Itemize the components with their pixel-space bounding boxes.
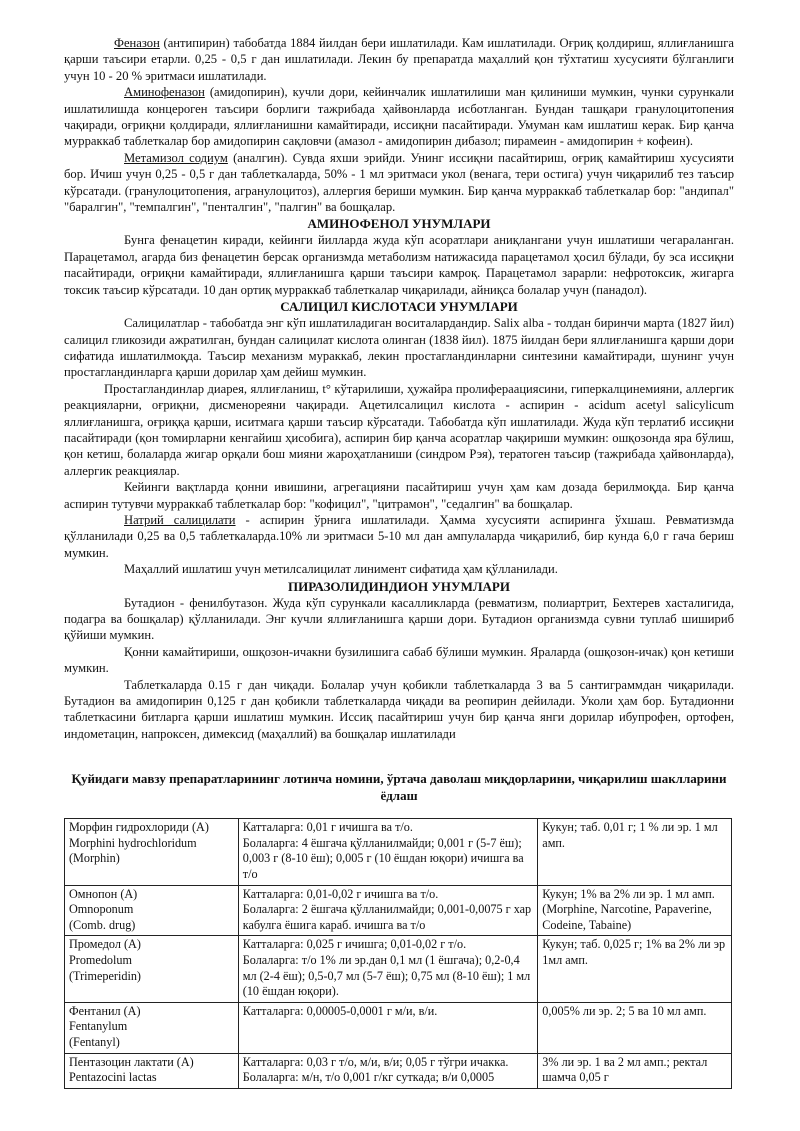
cell-line: Pentazocini lactas <box>69 1070 157 1085</box>
paragraph-text: - аспирин ўрнига ишлатилади. Ҳамма хусусияти аспиринга ўхшаш. Ревматизмда қўлланилади 0,25 ва 0,5 таблеткаларда.10% ли эритмаси 5-10 мл дан ампулаларда чиқарилиб, бир кунда 6,0 г гача бериш мумкин. <box>64 512 734 560</box>
table-caption: Қуйидаги мавзу препаратларининг лотинча номини, ўртача даволаш миқдорларини, чиқарилиш шаклларини ёдлаш <box>71 771 727 804</box>
cell-line: Промедол (А) <box>69 937 141 952</box>
drug-name-cell <box>65 1053 239 1088</box>
drug-form-cell <box>538 1002 732 1053</box>
cell-line: (Trimeperidin) <box>69 968 141 983</box>
drug-dose-cell <box>238 1002 538 1053</box>
drug-dose-cell <box>238 1053 538 1088</box>
table-row <box>65 1053 732 1088</box>
cell-line: Promedolum <box>69 953 132 967</box>
term-sodium-salicylate: Натрий салицилати <box>124 512 236 527</box>
term-phenazone: Феназон <box>114 36 160 50</box>
cell-line: Катталарга: 0,01-0,02 г ичишга ва т/о. <box>242 886 439 901</box>
cell-line: Кукун; 1% ва 2% ли эр. 1 мл амп. (Morphine, Narcotine, Papaverine, Codeine, Tabaine) <box>542 886 715 932</box>
paragraph-salicylates: Салицилатлар - табобатда энг кўп ишлатиладиган воситалардандир. Salix alba - толдан биринчи марта (1827 йил) салицил гликозиди ажратилган, бундан салицилат кислота олинган (1838 йил). 1875 йилдан бери яллиғланишга қарши дори сифатида ишлатилмоқда. Таъсир механизм мураккаб, лекин простагландинларни синтезини камайтиради, шунинг учун простагландинларга қарши дорилар ҳам дейиш мумкин. <box>64 316 734 380</box>
heading-pyrazolidinedione: ПИРАЗОЛИДИНДИОН УНУМЛАРИ <box>288 578 510 594</box>
paragraph-aminophenazone <box>64 84 734 150</box>
paragraph-prostaglandins: Простагландинлар диарея, яллиғланиш, t° кўтарилиши, ҳужайра пролифераациясини, гиперкалцинемияни, аллергик реакцияларни, оғриқни, дисменореяни чақиради. Ацетилсалицил кислота - аспирин - acidum acetyl salicylicum яллиғланишга, оғриққа қарши, иситмага қарши таъсир кўрсатади. Табобатда кўп ишлатилади. Жуда кўп терлатиб иссиқни пасайтиради (қон томирларни кенгайиш ҳисобига), аспирин бир қанча асоратлар чақириши мумкин: ошқозонда яра бўлиш, қон кетиш, болаларда жигар орқали бош мияни жароҳатланиши (синдром Рэя), тератоген таъсир (тажрибада ҳайвонларда), аллергик реакциялар. <box>64 381 734 478</box>
cell-line: Кукун; таб. 0,025 г; 1% ва 2% ли эр 1мл амп. <box>542 937 726 967</box>
cell-line: (Fentanyl) <box>69 1034 120 1049</box>
drug-form-cell <box>538 936 732 1002</box>
paragraph-text: (аналгин). Сувда яхши эрийди. Унинг иссиқни пасайтириш, оғриқ камайтириш хусусияти бор. Ичиш учун 0,25 - 0,5 г дан таблеткаларда, 50% - 1 мл эритмаси укол (венага, тери остига) учун чиқарилиб тез таъсир кўрсатади. (гранулоцитопения, агранулоцитоз), аллергия бериши мумкин. Бир қанча мурраккаб таблеткалар бор: "андипал" "баралгин", "темпалгин", "пенталгин", "палгин" ва бошқалар. <box>64 150 734 215</box>
drug-name-cell <box>65 885 239 936</box>
paragraph-side-effects: Қонни камайтириши, ошқозон-ичакни бузилишига сабаб бўлиши мумкин. Яраларда (ошқозон-ичак) қон кетиши мумкин. <box>64 644 734 676</box>
heading-aminophenol: АМИНОФЕНОЛ УНУМЛАРИ <box>307 216 491 232</box>
heading-salicylic: САЛИЦИЛ КИСЛОТАСИ УНУМЛАРИ <box>280 299 518 315</box>
cell-line: Fentanylum <box>69 1019 128 1034</box>
paragraph-butadione: Бутадион - фенилбутазон. Жуда кўп сурункали касалликларда (ревматизм, полиартрит, Бехтерев хасталигида, подагра ва бошқалар) қўлланилади. Энг кучли яллиғланишга қарши дори. Бутадион организмда сувни туплаб шишириб қўйиши мумкин. <box>64 595 734 643</box>
cell-line: 3% ли эр. 1 ва 2 мл амп.; ректал шамча 0,05 г <box>542 1054 708 1085</box>
cell-line: Катталарга: 0,03 г т/о, м/и, в/и; 0,05 г тўгри ичакка. <box>242 1054 509 1069</box>
cell-line: Morphini hydrochloridum <box>69 835 197 850</box>
cell-line: Болаларга: м/н, т/о 0,001 г/кг суткада; в/и 0,0005 <box>242 1070 495 1085</box>
cell-line: Болаларга: 4 ёшгача қўлланилмайди; 0,001 г (5-7 ёш); 0,003 г (8-10 ёш); 0,005 г (10 ёшдан юқори) ичишга ва т/о <box>242 835 524 882</box>
term-aminophenazone: Аминофеназон <box>124 85 205 100</box>
drug-table <box>64 818 732 1089</box>
paragraph-metamizole <box>64 150 734 216</box>
cell-line: (Morphin) <box>69 851 120 866</box>
cell-line: Фентанил (А) <box>69 1003 141 1018</box>
paragraph-aspirin-low-dose: Кейинги вақтларда қонни ивишини, агрегацияни пасайтириш учун ҳам кам дозада берилмоқда. Бир қанча аспирин тутувчи мурраккаб таблеткалар бор: "кофицил", "цитрамон", "седалгин" ва бошқалар. <box>64 480 734 511</box>
paragraph-methylsalicylate: Маҳаллий ишлатиш учун метилсалицилат линимент сифатида ҳам қўлланилади. <box>124 562 558 577</box>
drug-name-cell <box>65 819 239 885</box>
cell-line: Морфин гидрохлориди (А) <box>69 820 209 835</box>
cell-line: Болаларга: т/о 1% ли эр.дан 0,1 мл (1 ёшгача); 0,2-0,4 мл (2-4 ёш); 0,5-0,7 мл (5-7 ёш); 0,75 мл (8-10 ёш); 1 мл (10 ёшдан юқори). <box>242 953 531 999</box>
paragraph-tablets: Таблеткаларда 0.15 г дан чиқади. Болалар учун қобикли таблеткаларда 3 ва 5 сантиграммдан чиқарилади. Бутадион ва амидопирин 0,125 г дан қобикли таблеткаларда чиқади ва реопирин дейилади. Уколи ҳам бор. Бутадионни таблеткасини битларга қарши ишлатиш мумкин. Иссиқ пасайтириш учун бир қанча янги дорилар ибупрофен, ортофен, индометацин, напроксен, димексид (маҳаллий) ва бошқалар ишлатилади <box>64 677 734 741</box>
paragraph-text: (амидопирин), кучли дори, кейинчалик ишлатилиши ман қилиниши мумкин, чунки сурункали ишлатилишда концероген таъсири борлиги тажрибада ҳайвонларда исботланган. Бундан ташқари гранулоцитопения чақиради, оғриқни қолдиради, яллиғланишни камайтиради, иссиқни пасайтиради. Умуман кам ишлатиш керак. Бир қанча мурраккаб таблеткалар бор амидопирин сақловчи (амазол - амидопирин дибазол; пирамеин - амидопирин + кофеин). <box>64 85 734 149</box>
paragraph-phenazone <box>64 35 734 84</box>
drug-name-cell <box>65 1002 239 1053</box>
cell-line: Омнопон (А) <box>69 886 138 901</box>
drug-name-cell <box>65 936 239 1002</box>
drug-dose-cell <box>238 936 538 1002</box>
paragraph-sodium-salicylate <box>64 512 734 561</box>
cell-line: (Comb. drug) <box>69 917 136 932</box>
drug-dose-cell <box>238 885 538 936</box>
drug-form-cell <box>538 1053 732 1088</box>
cell-line: Пентазоцин лактати (А) <box>69 1054 194 1069</box>
cell-line: Катталарга: 0,01 г ичишга ва т/о. <box>242 820 413 835</box>
drug-table-body <box>65 819 732 1089</box>
paragraph-text: (антипирин) табобатда 1884 йилдан бери ишлатилади. Кам ишлатилади. Оғриқ қолдириш, яллиғланишга қарши таъсири етарли. 0,25 - 0,5 г дан ишлатилади. Лекин бу препаратда маҳаллий қон тўхтатиш хусусияти бўлганлиги учун 10 - 20 % эритмаси ишлатилади. <box>64 36 734 83</box>
drug-dose-cell <box>238 819 538 885</box>
cell-line: Omnoponum <box>69 902 134 917</box>
term-metamizole: Метамизол содиум <box>124 150 228 165</box>
cell-line: Болаларга: 2 ёшгача қўлланилмайди; 0,001-0,0075 г хар кабулга ёшига караб. ичишга ва т/о <box>242 902 532 932</box>
table-row <box>65 1002 732 1053</box>
cell-line: Кукун; таб. 0,01 г; 1 % ли эр. 1 мл амп. <box>542 820 718 850</box>
table-row <box>65 885 732 936</box>
cell-line: Катталарга: 0,025 г ичишга; 0,01-0,02 г т/о. <box>242 937 467 952</box>
cell-line: Катталарга: 0,00005-0,0001 г м/и, в/и. <box>242 1003 438 1018</box>
table-row <box>65 936 732 1002</box>
cell-line: 0,005% ли эр. 2; 5 ва 10 мл амп. <box>542 1003 707 1018</box>
table-row <box>65 819 732 885</box>
drug-form-cell <box>538 819 732 885</box>
paragraph-paracetamol: Бунга фенацетин киради, кейинги йилларда жуда кўп асоратлари аниқлангани учун ишлатиши чегараланган. Парацетамол, агарда биз фенацетин берсак организмда метаболизм натижасида парацетамол ҳосил бўлади, бу эса иссиқни пасайтиради, оғриқни камайтиради, яллиғланишга қарши таъсири камроқ. Парацетамол зарарли: нефротоксик, жигарга токсик таъсир кўрсатади. 10 дан ортиқ мурраккаб таблеткалар чиқарилади, айниқса болалар учун (панадол). <box>64 233 734 297</box>
drug-form-cell <box>538 885 732 936</box>
document-page <box>64 35 734 1089</box>
